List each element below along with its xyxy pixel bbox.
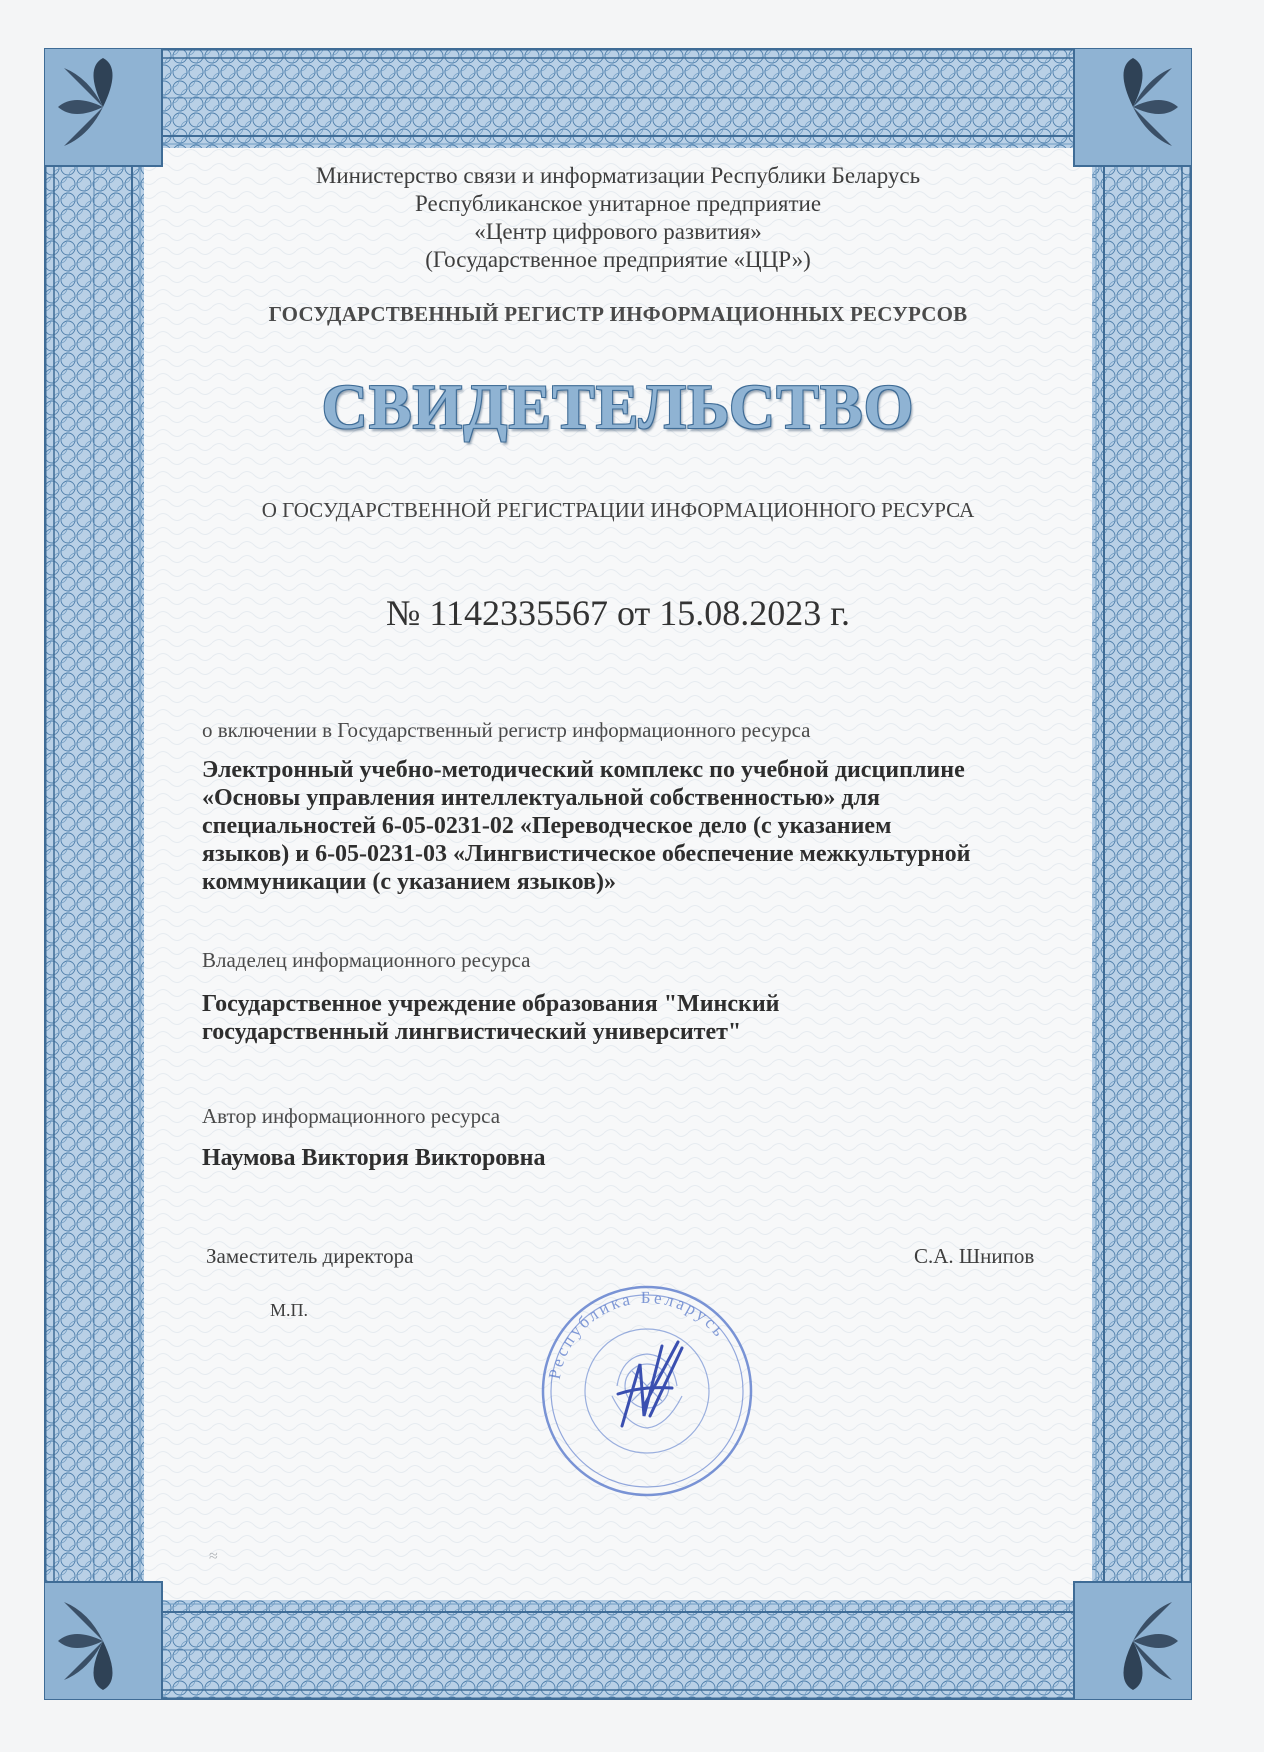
corner-ornament-bottom-right: [1074, 1582, 1192, 1700]
resource-line: «Основы управления интеллектуальной собственностью» для: [202, 785, 880, 811]
corner-ornament-top-left: [44, 48, 162, 166]
owner-line: Государственное учреждение образования "Минский: [202, 991, 780, 1017]
signatory-position: Заместитель директора: [206, 1244, 414, 1268]
resource-line: языков) и 6-05-0231-03 «Лингвистическое обеспечение межкультурной: [202, 841, 971, 867]
corner-ornament-bottom-left: [44, 1582, 162, 1700]
owner-label: Владелец информационного ресурса: [202, 948, 531, 972]
resource-line: коммуникации (с указанием языков)»: [202, 869, 616, 895]
official-stamp: [532, 1276, 762, 1506]
author-label: Автор информационного ресурса: [202, 1104, 501, 1128]
author-name: Наумова Виктория Викторовна: [202, 1145, 546, 1171]
inclusion-label: о включении в Государственный регистр информационного ресурса: [202, 718, 811, 742]
registry-heading: ГОСУДАРСТВЕННЫЙ РЕГИСТР ИНФОРМАЦИОННЫХ РЕСУРСОВ: [268, 302, 968, 326]
corner-ornament-top-right: [1074, 48, 1192, 166]
stamp-text: Республика Беларусь: [544, 1287, 731, 1381]
owner-line: государственный лингвистический университет": [202, 1019, 742, 1045]
resource-line: специальностей 6-05-0231-02 «Переводческое дело (с указанием: [202, 813, 892, 839]
signatory-name: С.А. Шнипов: [914, 1244, 1035, 1268]
resource-line: Электронный учебно-методический комплекс по учебной дисциплине: [202, 757, 965, 783]
certificate-subtitle: О ГОСУДАРСТВЕННОЙ РЕГИСТРАЦИИ ИНФОРМАЦИОННОГО РЕСУРСА: [261, 498, 975, 522]
certificate-title: СВИДЕТЕЛЬСТВО: [321, 371, 915, 442]
seal-mark: М.П.: [270, 1300, 309, 1320]
emblem-icon: [612, 1354, 682, 1428]
pencil-mark: ≈: [209, 1548, 218, 1565]
resource-name: [202, 756, 1102, 896]
owner-name: [202, 990, 1102, 1046]
certificate-number: № 1142335567 от 15.08.2023 г.: [386, 593, 850, 633]
enterprise-type-line: Республиканское унитарное предприятие: [414, 191, 822, 216]
ministry-line: Министерство связи и информатизации Республики Беларусь: [315, 163, 921, 188]
enterprise-name-line: «Центр цифрового развития»: [474, 219, 762, 244]
enterprise-short-line: (Государственное предприятие «ЦЦР»): [425, 247, 811, 272]
